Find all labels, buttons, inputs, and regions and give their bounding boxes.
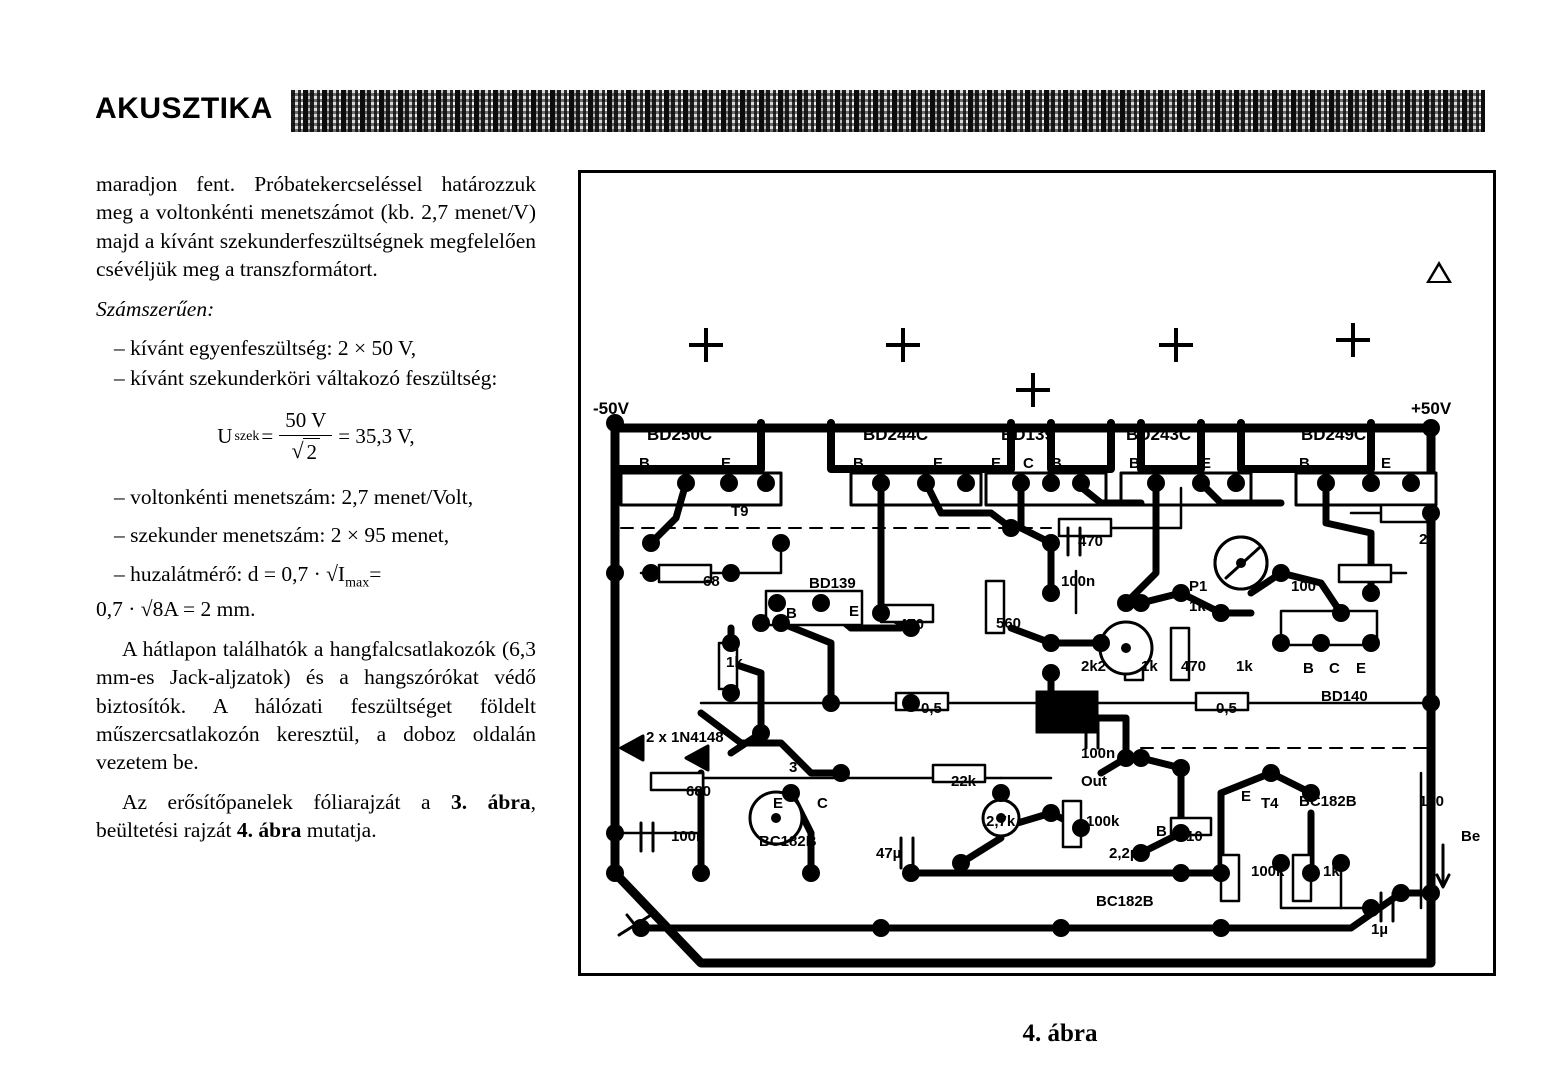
formula-denominator: √ 2 — [285, 436, 326, 467]
component-label: 470 — [1181, 658, 1207, 675]
component-label: 2,7k — [986, 813, 1016, 830]
component-label: 470 — [899, 616, 925, 633]
component-label: E — [773, 795, 784, 812]
paragraph-3: A hátlapon találhatók a hangfalcsatlakozók (6,3 mm-es Jack-aljzatok) és a hangszórókat védő biztosítók. A hálózati feszültséget földelt műszercsatlakozón keresztül, a doboz oldalán vezetem be. — [96, 636, 536, 775]
component-label: 680 — [686, 783, 712, 800]
component-label: 0,5 — [921, 700, 942, 717]
component-label: 0,5 — [1216, 700, 1237, 717]
component-label: BC182B — [1299, 793, 1357, 810]
formula-2: 0,7 · √8A = 2 mm. — [96, 596, 256, 621]
spec-item-4: – szekunder menetszám: 2 × 95 menet, — [114, 523, 450, 548]
paragraph-1: maradjon fent. Próbatekercseléssel határozzuk meg a voltonkénti menetszámot (kb. 2,7 menet/V) majd a kívánt szekunderfeszültségnek megfelelően csévéljük meg a transzformátort. — [96, 172, 536, 282]
formula-lhs-sub: szek — [234, 428, 260, 444]
component-label: Out — [1081, 773, 1107, 790]
component-label: B — [1303, 660, 1314, 677]
pin-label-e-4: E — [1201, 455, 1212, 472]
component-label: 470 — [1036, 691, 1062, 708]
component-label: Be — [1461, 828, 1481, 845]
component-label: BC182B — [1096, 893, 1154, 910]
component-label: 100n — [671, 828, 706, 845]
pin-label-e-3: E — [991, 455, 1002, 472]
component-label: T4 — [1261, 795, 1279, 812]
component-label: C — [817, 795, 828, 812]
component-label: C — [1329, 660, 1340, 677]
component-label: 22 — [1419, 531, 1436, 548]
page-title: AKUSZTIKA — [95, 92, 273, 125]
component-label: 100n — [1061, 573, 1096, 590]
formula-eq1: = — [261, 423, 274, 448]
component-label: 100n — [1081, 745, 1116, 762]
paragraph-4: Az erősítőpanelek fóliarajzát a 3. ábra, beültetési rajzát 4. ábra mutatja. — [96, 789, 536, 843]
page-header — [95, 90, 1485, 142]
formula-fraction — [279, 407, 332, 467]
label-transistor-bd139: BD139 — [1001, 425, 1054, 444]
formula-numerator: 50 V — [279, 407, 332, 437]
label-transistor-bd250c: BD250C — [647, 425, 713, 444]
formula-usek — [96, 407, 536, 467]
component-label: B — [786, 605, 797, 622]
component-label: P1 — [1189, 578, 1208, 595]
formula-lhs: U — [217, 423, 233, 448]
component-label: 2k2 — [1081, 658, 1107, 675]
component-label: 1k — [1236, 658, 1253, 675]
component-label: B — [1156, 823, 1167, 840]
component-label: E — [1356, 660, 1367, 677]
component-label: 470 — [1078, 533, 1104, 550]
article-text-column — [96, 170, 536, 856]
component-label: 3 — [789, 759, 798, 776]
pin-label-e-5: E — [1381, 455, 1392, 472]
component-label: E — [1241, 788, 1252, 805]
component-label: 1k — [726, 654, 743, 671]
spec-list-2 — [96, 483, 536, 623]
component-label: 1µ — [1371, 921, 1388, 938]
component-label: 68 — [703, 573, 720, 590]
pin-label-b-4: B — [1129, 455, 1140, 472]
spec-item-5-sub: max — [345, 575, 370, 591]
component-label: BC182B — [759, 833, 817, 850]
label-transistor-bd244c: BD244C — [863, 425, 929, 444]
component-label: 100 — [1419, 793, 1445, 810]
spec-list-1 — [96, 334, 536, 393]
spec-item-3: – voltonkénti menetszám: 2,7 menet/Volt, — [114, 485, 474, 510]
component-label: 1k — [1189, 598, 1206, 615]
component-label: E — [849, 603, 860, 620]
component-label: 560 — [996, 615, 1022, 632]
pin-label-b-5: B — [1299, 455, 1310, 472]
spec-item-5: – huzalátmérő: $d = 0,7 \cdot √I_{max}=$ — [114, 561, 382, 591]
component-label: BD140 — [1321, 688, 1368, 705]
component-label: 2 x 1N4148 — [646, 729, 724, 746]
pin-label-e-1: E — [721, 455, 732, 472]
component-label: 100k — [1086, 813, 1120, 830]
component-label: 100 — [1291, 578, 1317, 595]
subheading-szamszeruen: Számszerűen: — [96, 296, 215, 321]
component-label: BD139 — [809, 575, 856, 592]
component-label: 1k — [1141, 658, 1158, 675]
label-transistor-bd249c: BD249C — [1301, 425, 1367, 444]
component-label: 47µ — [876, 845, 902, 862]
pin-label-b-3: B — [1051, 455, 1062, 472]
label-rail-positive: +50V — [1411, 399, 1452, 418]
pin-label-b-1: B — [639, 455, 650, 472]
component-label: 100k — [1251, 863, 1285, 880]
label-transistor-bd243c: BD243C — [1126, 425, 1192, 444]
label-rail-negative: -50V — [593, 399, 629, 418]
figure-pcb-assembly-drawing — [578, 170, 1496, 976]
figure-caption: 4. ábra — [1022, 1020, 1098, 1047]
formula-eq2: = 35,3 V, — [338, 423, 415, 448]
spec-item-2: – kívánt szekunderköri váltakozó feszültség: — [114, 366, 498, 391]
pin-label-c-3: C — [1023, 455, 1034, 472]
spec-item-1: – kívánt egyenfeszültség: 2 × 50 V, — [114, 335, 417, 360]
component-label: 22k — [951, 773, 977, 790]
pin-label-e-2: E — [933, 455, 944, 472]
halftone-decoration-bar — [291, 90, 1485, 132]
component-label: 10 — [1186, 828, 1203, 845]
component-label: T9 — [731, 503, 749, 520]
component-label: 2,2µ — [1109, 845, 1139, 862]
component-label: 1k — [1323, 863, 1340, 880]
pin-label-b-2: B — [853, 455, 864, 472]
